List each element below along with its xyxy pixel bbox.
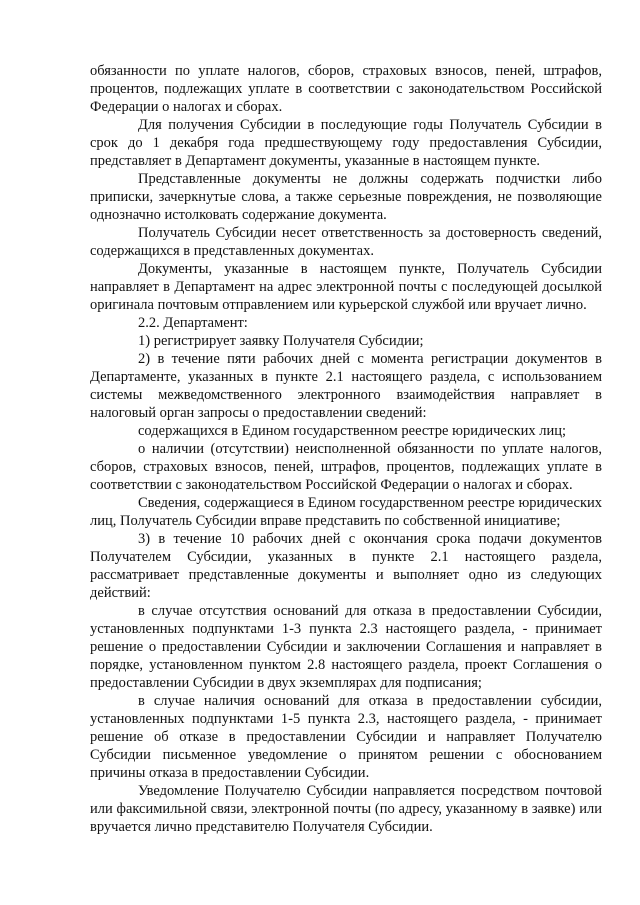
document-body <box>90 62 602 836</box>
paragraph: Для получения Субсидии в последующие годы Получатель Субсидии в срок до 1 декабря года предшествующему году предоставления Субсидии, представляет в Департамент документы, указанные в настоящем пункте. <box>90 117 602 169</box>
list-item: содержащихся в Едином государственном реестре юридических лиц; <box>138 423 567 439</box>
section-heading: 2.2. Департамент: <box>138 315 248 331</box>
list-item: 2) в течение пяти рабочих дней с момента регистрации документов в Департаменте, указанных в пункте 2.1 настоящего раздела, с использованием системы межведомственного электронного взаимодействия направляет в налоговый орган запросы о предоставлении сведений: <box>90 351 602 421</box>
list-item: 3) в течение 10 рабочих дней с окончания срока подачи документов Получателем Субсидии, указанных в пункте 2.1 настоящего раздела, рассматривает представленные документы и выполняет одно из следующих действий: <box>90 531 602 601</box>
paragraph: Уведомление Получателю Субсидии направляется посредством почтовой или факсимильной связи, электронной почты (по адресу, указанному в заявке) или вручается лично представителю Получателя Субсидии. <box>90 783 602 835</box>
list-item: о наличии (отсутствии) неисполненной обязанности по уплате налогов, сборов, страховых взносов, пеней, штрафов, процентов, подлежащих уплате в соответствии с законодательством Российской Федерации о налогах и сборах. <box>90 441 602 493</box>
list-item: в случае наличия оснований для отказа в предоставлении субсидии, установленных подпунктами 1-5 пункта 2.3, настоящего раздела, - принимает решение об отказе в предоставлении Субсидии и направляет Получателю Субсидии письменное уведомление о принятом решении с обоснованием причины отказа в предоставлении Субсидии. <box>90 693 602 781</box>
list-item: в случае отсутствия оснований для отказа в предоставлении Субсидии, установленных подпунктами 1-3 пункта 2.3 настоящего раздела, - принимает решение о предоставлении Субсидии и заключении Соглашения и направляет в порядке, установленном пунктом 2.8 настоящего раздела, проект Соглашения о предоставлении Субсидии в двух экземплярах для подписания; <box>90 603 602 691</box>
list-item: 1) регистрирует заявку Получателя Субсидии; <box>138 333 424 349</box>
paragraph: Сведения, содержащиеся в Едином государственном реестре юридических лиц, Получатель Субсидии вправе представить по собственной инициативе; <box>90 495 602 529</box>
paragraph: Документы, указанные в настоящем пункте, Получатель Субсидии направляет в Департамент на адрес электронной почты с последующей досылкой оригинала почтовым отправлением или курьерской службой или вручает лично. <box>90 261 602 313</box>
paragraph: обязанности по уплате налогов, сборов, страховых взносов, пеней, штрафов, процентов, подлежащих уплате в соответствии с законодательством Российской Федерации о налогах и сборах. <box>90 63 602 115</box>
paragraph: Представленные документы не должны содержать подчистки либо приписки, зачеркнутые слова, а также серьезные повреждения, не позволяющие однозначно истолковать содержание документа. <box>90 171 602 223</box>
paragraph: Получатель Субсидии несет ответственность за достоверность сведений, содержащихся в представленных документах. <box>90 225 602 259</box>
